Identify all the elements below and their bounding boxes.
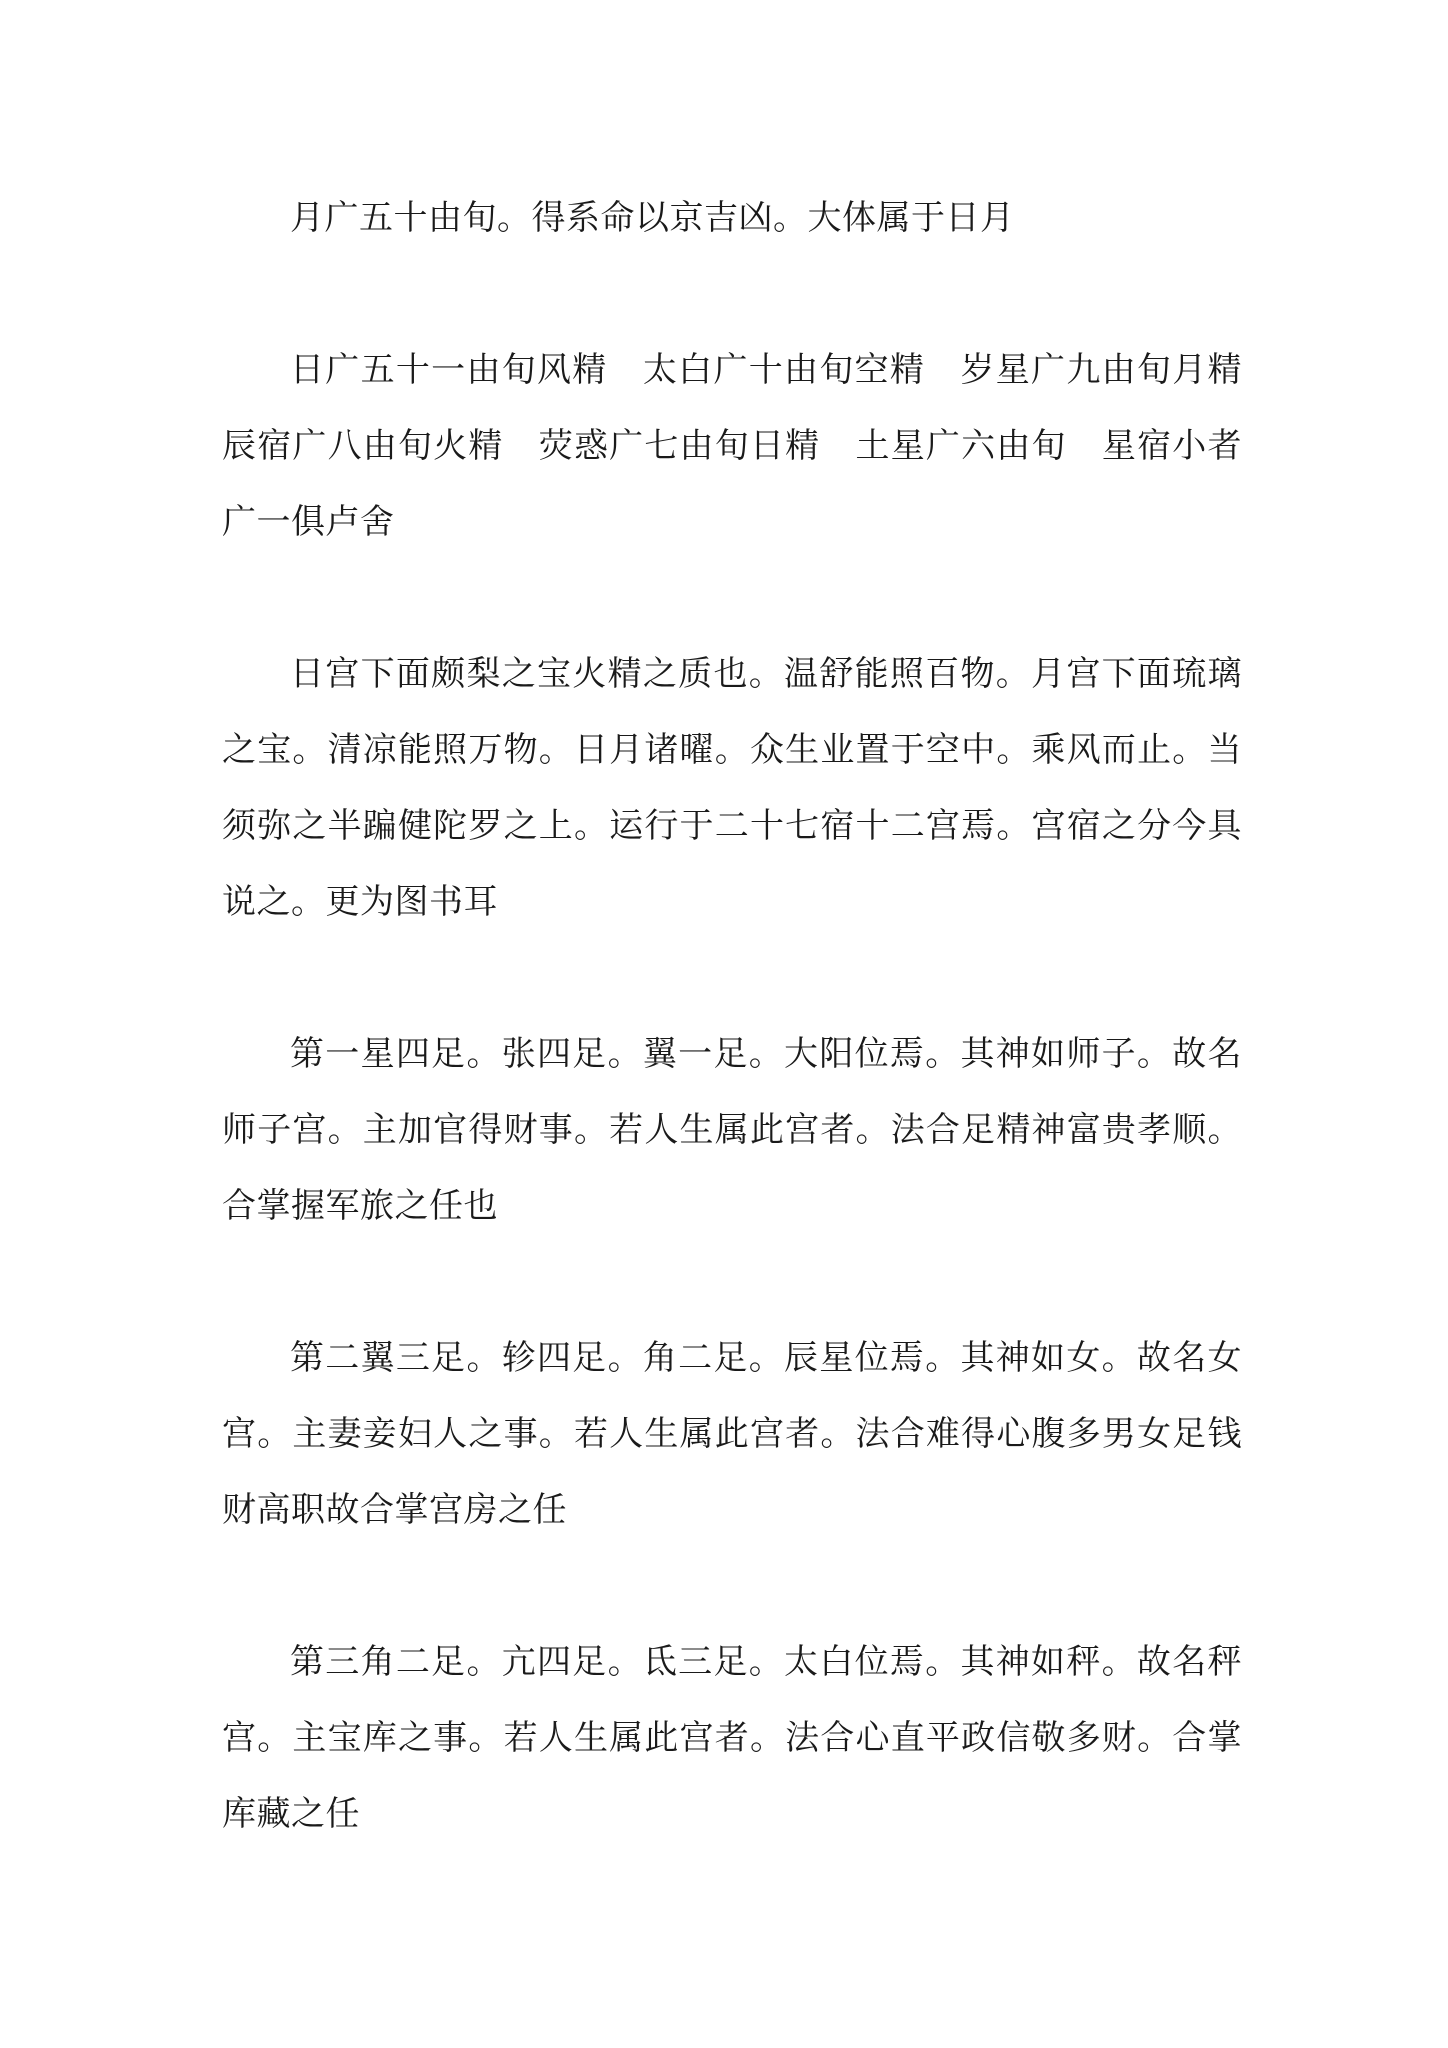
paragraph-1: 月广五十由旬。得系命以京吉凶。大体属于日月	[290, 198, 1015, 238]
paragraph-3: 日宫下面颇梨之宝火精之质也。温舒能照百物。月宫下面琉璃之宝。清凉能照万物。日月诸曜。众生业置于空中。乘风而止。当须弥之半蹁健陀罗之上。运行于二十七宿十二宫焉。宫宿之分今具说之。更为图书耳	[222, 654, 1242, 922]
paragraph-4: 第一星四足。张四足。翼一足。大阳位焉。其神如师子。故名师子宫。主加官得财事。若人生属此宫者。法合足精神富贵孝顺。合掌握军旅之任也	[222, 1034, 1242, 1226]
paragraph-5: 第二翼三足。轸四足。角二足。辰星位焉。其神如女。故名女宫。主妻妾妇人之事。若人生属此宫者。法合难得心腹多男女足钱财高职故合掌宫房之任	[222, 1338, 1242, 1530]
document-body	[222, 180, 1277, 1928]
paragraph-6: 第三角二足。亢四足。氐三足。太白位焉。其神如秤。故名秤宫。主宝库之事。若人生属此宫者。法合心直平政信敬多财。合掌库藏之任	[222, 1642, 1242, 1834]
paragraph-2: 日广五十一由旬风精 太白广十由旬空精 岁星广九由旬月精 辰宿广八由旬火精 荧惑广七由旬日精 土星广六由旬 星宿小者广一俱卢舍	[222, 350, 1277, 542]
